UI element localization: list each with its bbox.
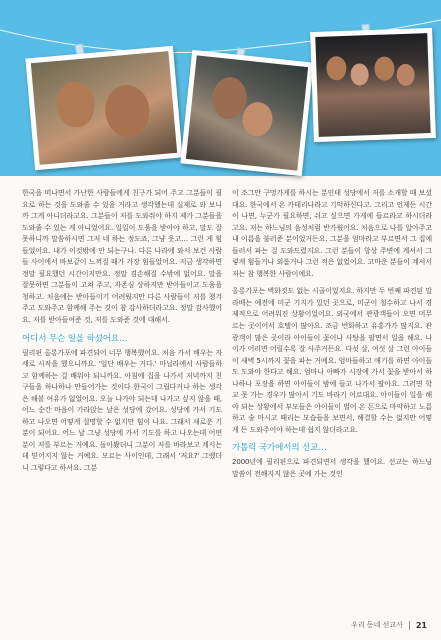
body-paragraph: 한국을 떠나면서 가난한 사람들에게 친구가 되어 주고 그분들이 필요로 하는 것을 도와줄 수 있을 거라고 생각했는데 실제로 와 보니까 그게 아니더라고요. 그분들이 저를 도와줘야 하지 제가 그분들을 도와줄 수 있는 게 아니었어요. 일일이 도움을 받아야 하고, 말도 잘 못하니까 말씀하시면 그저 네 하는 정도죠, 그냥 웃고… 그런 게 힘들었어요. 내가 이것밖에 안 되는구나. 다른 나라에 와서 보건 사람들 사이에서 바보같이 느껴질 때가 가장 힘들었어요. 지금 생각하면 정말 필요했던 시간이지만요. 정말 겸손해질 수밖에 없어요. 말을 잘못하면 그분들이 고쳐 주고, 자존심 상하지만 받아들이고 도움을 청하고. 처음에는 받아들이기 어려웠지만 다른 사람들이 저를 챙겨주고 도와주고 함께해 주는 것이 참 감사하더라고요. 정말 감사했어요. 저를 받아들여준 것, 저를 도와준 것에 대해서. bbox=[22, 189, 222, 325]
photo-man-with-child bbox=[180, 50, 313, 176]
section-heading: 어디서 무슨 일을 하셨어요… bbox=[22, 333, 128, 344]
photo-children-smiling bbox=[25, 46, 182, 170]
page-footer bbox=[351, 620, 427, 630]
magazine-name: 우리 동네 선교사 bbox=[351, 621, 403, 629]
text-column-right bbox=[232, 188, 432, 481]
body-paragraph: 올롱가포는 벽화것도 없는 시골이었지요. 하지만 두 번째 파견된 말라베는 예전에 미군 기지가 있던 곳으로, 미군이 철수하고 나서 경제적으로 어려워진 상황이었어요. 외국에서 관광객들이 오면 머무르는 곳이어서 호텔이 많아요. 조금 번화하고 유흥가가 많지요. 관광객이 많은 곳이라 아이들이 꽃이나 사탕을 팔면서 일을 해요. 나이가 어리면 어릴수록 잘 사주거든요. 다섯 살, 여섯 살 그런 아이들이 새벽 5시까지 꽃을 파는 거예요. 엄마들하고 애기를 하면 아이들도 도와야 한다고 해요. 엄마나 아빠가 시장에 가서 꽃을 받아서 하나하나 포장을 하면 아이들이 밤에 들고 나가서 팔아요. 그러면 학교 못 가는 경우가 많아서 기도 바라기 어르대요. 아이들이 일을 해야 되는 상황에서 부모들은 아이들이 벌어 온 돈으로 마약하고 노름하고 술 마시고 때리는 모습들을 보면서, 해결할 수는 없지만 어떻게 든 도와주어야 하는데 쉽지 않더라고요. bbox=[232, 287, 432, 434]
section-heading: 가톨릭 국가에서의 선교… bbox=[232, 443, 327, 454]
body-paragraph: 필리핀 올롱가포에 파견되어 너무 행복했어요. 처음 가서 배우는 자세로 시작을 했으니까요. '일단 배우는 거다.' 마닐라에서 사람들하고 함께하는 걸 배워야 되니까요. 아침에 집을 나가서 저녁까지 친구들을 하나하나 만들어가는 것이다 한국이 그립다거나 하는 생각은 해볼 여유가 없었어요. 오늘 나가야 되는데 나가고 싶지 않을 때, 어느 순간 마음이 가라앉는 날은 성당에 갔어요. 성당에 가서 기도하고 나오면 어떻게 설명할 수 없지만 힘이 나요. 그래서 새로운 기분이 되어요. 어느 날 그냥 성당에 가서 기도를 하고 나오는데 어떤 분이 저를 부르는 거예요. 돌아봤더니 그분이 저를 바라보고 계시는데 믿어지지 않는 거예요. 모르는 사이인데, 그래서 '저요?' 그랬더니 그렇다고 하셔요. 그분 bbox=[22, 348, 222, 473]
page-number: 21 bbox=[415, 620, 427, 630]
body-paragraph: 이 조그만 구멍가게를 하시는 분인데 성당에서 저를 소개할 때 보셨대요. 한국에서 온 카테리나라고 기억하신다고. 그리고 언제든 시간이 나면, 누군가 필요하면, 쉬고 싶으면 가게에 들르라고 하시더라고요. 저는 하느님의 음성처럼 반가웠어요. 처음으로 나를 알아주고 내 이름을 불러준 분이었거든요. 그분을 엄마라고 부르면서 그 집에 들러서 파는 걸 도와드렸지요. 그런 분들이 항상 주변에 계셔서 그렇게 힘들거나 외롭거나 그런 적은 없었어요. 고마운 분들이 계셔서 저는 참 행복한 사람이에요. bbox=[232, 189, 432, 278]
footer-divider bbox=[409, 621, 410, 630]
photo-group-of-children bbox=[310, 28, 436, 142]
text-column-left bbox=[22, 188, 222, 475]
body-paragraph: 2000년에 필리핀으로 파견되면서 생각을 했어요. 선교는 하느님 말씀이 전해지지 않은 곳에 가는 것인 bbox=[232, 458, 432, 479]
